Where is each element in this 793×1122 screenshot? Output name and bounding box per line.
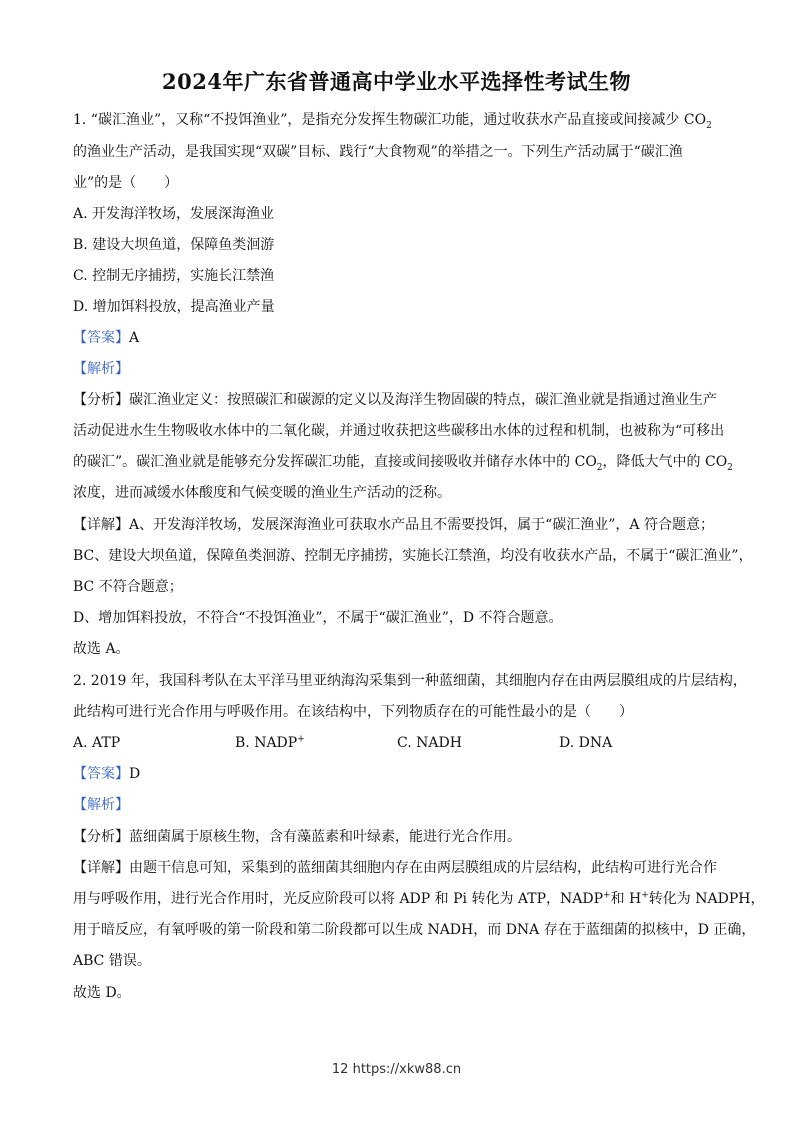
q2-xiangjie-line-2: 用与呼吸作用，进行光合作用时，光反应阶段可以将 ADP 和 Pi 转化为 ATP，NADP+和 H+转化为 NADPH， bbox=[73, 890, 765, 907]
q2-conclusion: 故选 D。 bbox=[73, 985, 131, 1001]
q2-option-a: A. ATP bbox=[73, 735, 121, 751]
q1-answer: 【答案】A bbox=[73, 330, 140, 346]
q2-xiangjie-line-4: ABC 错误。 bbox=[73, 953, 151, 969]
q2-stem-line-1: 2. 2019 年，我国科考队在太平洋马里亚纳海沟采集到一种蓝细菌，其细胞内存在由两层膜组成的片层结构， bbox=[73, 673, 747, 689]
q2-option-d: D. DNA bbox=[559, 735, 613, 751]
q1-fenxi-line-4: 浓度，进而减缓水体酸度和气候变暖的渔业生产活动的泛称。 bbox=[73, 485, 451, 501]
q2-xiangjie-line-3: 用于暗反应，有氧呼吸的第一阶段和第二阶段都可以生成 NADH，而 DNA 存在于蓝细菌的拟核中，D 正确， bbox=[73, 922, 756, 938]
q1-xiangjie-line-2: BC、建设大坝鱼道，保障鱼类洄游、控制无序捕捞，实施长江禁渔，均没有收获水产品，不属于“碳汇渔业”， bbox=[73, 548, 753, 564]
q2-option-c: C. NADH bbox=[397, 735, 462, 751]
q1-conclusion: 故选 A。 bbox=[73, 641, 130, 657]
q1-fenxi-line-3: 的碳汇”。碳汇渔业就是能够充分发挥碳汇功能，直接或间接吸收并储存水体中的 $CO_2$，降低大气中的 $CO_2$ bbox=[73, 454, 733, 473]
q2-answer: 【答案】D bbox=[73, 766, 141, 782]
q1-fenxi-line-1: 【分析】碳汇渔业定义：按照碳汇和碳源的定义以及海洋生物固碳的特点，碳汇渔业就是指通过渔业生产 bbox=[73, 392, 717, 408]
q1-stem-line-1: 1. “碳汇渔业”，又称“不投饵渔业”，是指充分发挥生物碳汇功能，通过收获水产品直接或间接减少 $CO_2$ bbox=[73, 112, 712, 131]
q2-stem-line-2: 此结构可进行光合作用与呼吸作用。在该结构中，下列物质存在的可能性最小的是（ ） bbox=[73, 704, 633, 720]
q1-xiangjie-line-3: BC 不符合题意； bbox=[73, 579, 183, 595]
q1-fenxi-line-2: 活动促进水生生物吸收水体中的二氧化碳，并通过收获把这些碳移出水体的过程和机制，也被称为“可移出 bbox=[73, 423, 725, 439]
q1-option-d: D. 增加饵料投放，提高渔业产量 bbox=[73, 299, 275, 315]
q2-xiangjie-line-1: 【详解】由题干信息可知，采集到的蓝细菌其细胞内存在由两层膜组成的片层结构，此结构可进行光合作 bbox=[73, 860, 717, 876]
page-title: 2024年广东省普通高中学业水平选择性考试生物 bbox=[162, 69, 631, 94]
q1-xiangjie-line-1: 【详解】A、开发海洋牧场，发展深海渔业可获取水产品且不需要投饵，属于“碳汇渔业”，A 符合题意； bbox=[73, 517, 714, 533]
q1-stem-line-3: 业”的是（ ） bbox=[73, 175, 179, 191]
page-footer: 12 https://xkw88.cn bbox=[331, 1062, 462, 1077]
q2-fenxi-line-1: 【分析】蓝细菌属于原核生物，含有藻蓝素和叶绿素，能进行光合作用。 bbox=[73, 829, 521, 845]
q1-stem-line-2: 的渔业生产活动，是我国实现“双碳”目标、践行“大食物观”的举措之一。下列生产活动属于“碳汇渔 bbox=[73, 144, 683, 160]
q2-options bbox=[73, 733, 723, 753]
q1-xiangjie-line-4: D、增加饵料投放，不符合“不投饵渔业”，不属于“碳汇渔业”，D 不符合题意。 bbox=[73, 610, 563, 626]
q1-analysis-heading: 【解析】 bbox=[73, 361, 129, 377]
q2-option-b: B. NADP+ bbox=[235, 734, 305, 751]
q1-option-b: B. 建设大坝鱼道，保障鱼类洄游 bbox=[73, 237, 275, 253]
q1-option-a: A. 开发海洋牧场，发展深海渔业 bbox=[73, 206, 275, 222]
q2-analysis-heading: 【解析】 bbox=[73, 797, 129, 813]
q1-option-c: C. 控制无序捕捞，实施长江禁渔 bbox=[73, 268, 275, 284]
